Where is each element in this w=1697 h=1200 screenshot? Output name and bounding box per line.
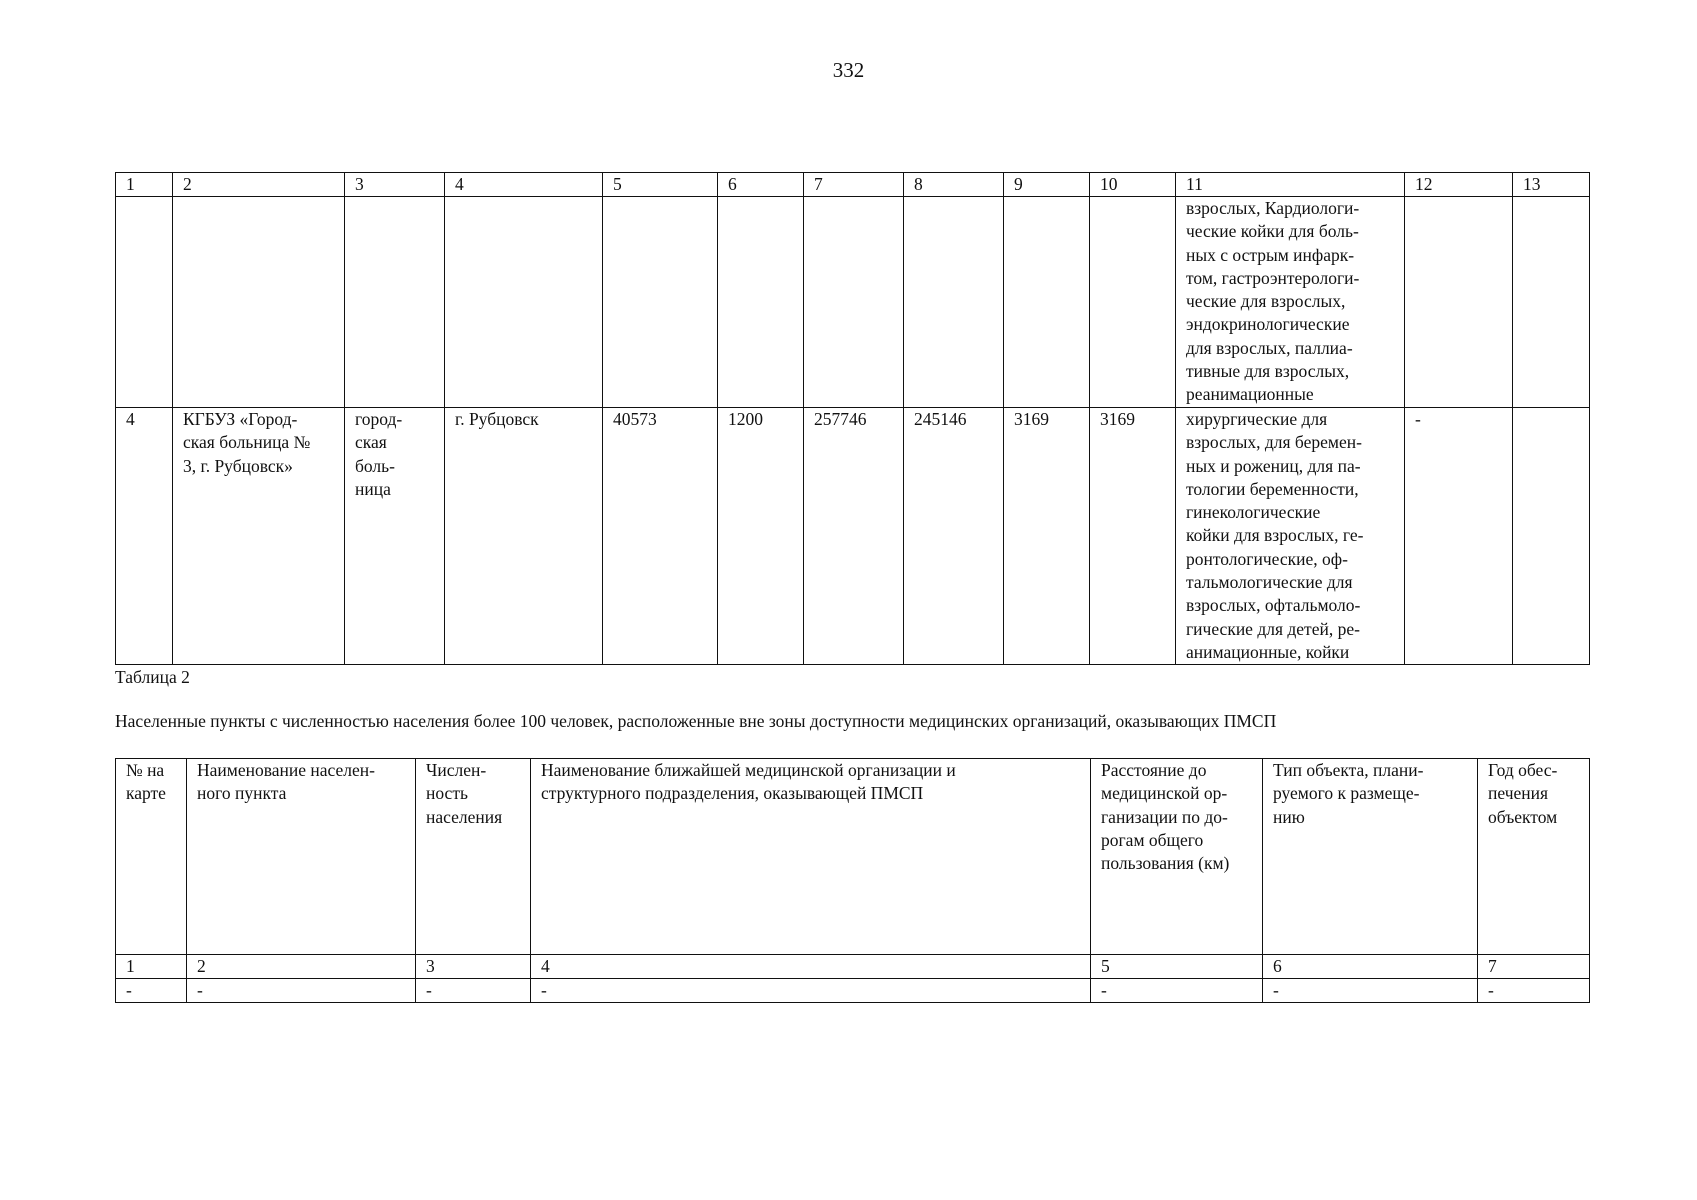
table-cell <box>173 197 345 408</box>
table-cell <box>718 197 804 408</box>
table-cell: - <box>531 979 1091 1003</box>
table-cell <box>345 197 445 408</box>
column-header: Год обес- печения объектом <box>1478 759 1590 955</box>
column-number: 2 <box>173 173 345 197</box>
table-cell: - <box>1405 408 1513 665</box>
column-number: 12 <box>1405 173 1513 197</box>
organization-type: город- ская боль- ница <box>345 408 445 665</box>
table-cell: 3169 <box>1090 408 1176 665</box>
table-cell <box>1513 408 1590 665</box>
table-cell: - <box>116 979 187 1003</box>
table-cell <box>603 197 718 408</box>
column-number: 7 <box>804 173 904 197</box>
table-cell: 3169 <box>1004 408 1090 665</box>
column-header: Числен- ность населения <box>416 759 531 955</box>
table-cell <box>1090 197 1176 408</box>
bed-profile-cell: хирургические для взрослых, для беремен- ных и рожениц, для па- тологии беременности, гинекологические койки для взрослых, ге- ронтологические, оф- тальмологические для взрослых, офтальмоло- гические для детей, ре- анимационные, койки <box>1176 408 1405 665</box>
table-caption: Населенные пункты с численностью населения более 100 человек, расположенные вне зоны доступности медицинских организаций, оказывающих ПМСП <box>115 711 1277 731</box>
column-number: 10 <box>1090 173 1176 197</box>
table-row <box>116 408 1590 665</box>
column-number: 3 <box>416 955 531 979</box>
hospital-beds-table <box>115 172 1590 665</box>
table-cell <box>1004 197 1090 408</box>
table-cell <box>116 197 173 408</box>
table-cell: - <box>1263 979 1478 1003</box>
table-cell <box>1513 197 1590 408</box>
column-header: Наименование населен- ного пункта <box>187 759 416 955</box>
table-cell: 40573 <box>603 408 718 665</box>
header-row <box>116 759 1590 955</box>
column-number: 2 <box>187 955 416 979</box>
table-cell <box>804 197 904 408</box>
column-number: 4 <box>445 173 603 197</box>
column-number: 1 <box>116 955 187 979</box>
table-cell: - <box>416 979 531 1003</box>
column-number: 6 <box>1263 955 1478 979</box>
settlements-table <box>115 758 1590 1003</box>
column-number: 4 <box>531 955 1091 979</box>
table-cell <box>904 197 1004 408</box>
column-number: 9 <box>1004 173 1090 197</box>
locality: г. Рубцовск <box>445 408 603 665</box>
table-cell: 1200 <box>718 408 804 665</box>
column-number: 11 <box>1176 173 1405 197</box>
column-number: 1 <box>116 173 173 197</box>
column-number: 8 <box>904 173 1004 197</box>
table-cell <box>445 197 603 408</box>
column-header: Тип объекта, плани- руемого к размеще- нию <box>1263 759 1478 955</box>
table-cell <box>1405 197 1513 408</box>
table-label: Таблица 2 <box>115 667 190 687</box>
column-number-row <box>116 173 1590 197</box>
page-number: 332 <box>832 58 865 82</box>
column-number: 3 <box>345 173 445 197</box>
column-number: 5 <box>603 173 718 197</box>
table-row <box>116 979 1590 1003</box>
table-cell: - <box>1478 979 1590 1003</box>
table-cell: - <box>1091 979 1263 1003</box>
column-header: № на карте <box>116 759 187 955</box>
column-number: 5 <box>1091 955 1263 979</box>
column-header: Расстояние до медицинской ор- ганизации по до- рогам общего пользования (км) <box>1091 759 1263 955</box>
column-number-row <box>116 955 1590 979</box>
column-header: Наименование ближайшей медицинской организации и структурного подразделения, оказывающей ПМСП <box>531 759 1091 955</box>
row-number: 4 <box>116 408 173 665</box>
table-row <box>116 197 1590 408</box>
table-cell: 245146 <box>904 408 1004 665</box>
column-number: 13 <box>1513 173 1590 197</box>
table-cell: 257746 <box>804 408 904 665</box>
column-number: 7 <box>1478 955 1590 979</box>
table-cell: - <box>187 979 416 1003</box>
organization-name: КГБУЗ «Город- ская больница № 3, г. Рубцовск» <box>173 408 345 665</box>
column-number: 6 <box>718 173 804 197</box>
bed-profile-cell: взрослых, Кардиологи- ческие койки для боль- ных с острым инфарк- том, гастроэнтерологи- ческие для взрослых, эндокринологические для взрослых, паллиа- тивные для взрослых, реанимационные <box>1176 197 1405 408</box>
